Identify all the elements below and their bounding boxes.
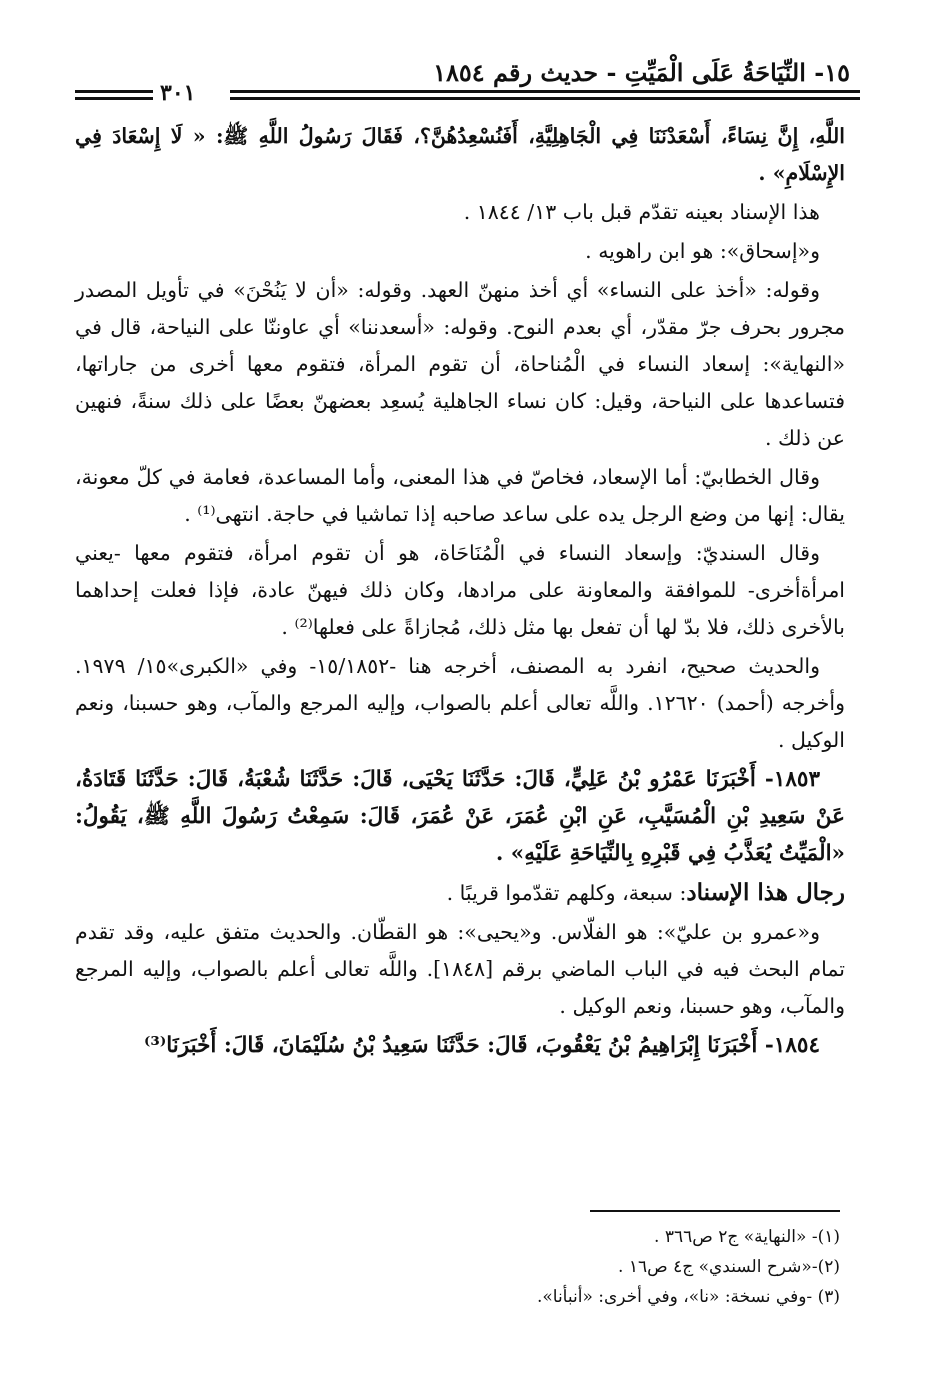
main-text <box>75 118 845 1066</box>
header-rule <box>75 97 153 100</box>
footnote-1: (١)- «النهاية» ج٢ ص٣٦٦ . <box>654 1227 840 1247</box>
rijal-heading: رجال هذا الإسناد <box>686 879 845 906</box>
hadith-1853: ١٨٥٣- أَخْبَرَنَا عَمْرُو بْنُ عَلِيٍّ، قَالَ: حَدَّثَنَا يَحْيَى، قَالَ: حَدَّثَنَا شُعْبَةُ، قَالَ: حَدَّثَنَا قَتَادَةُ، عَنْ سَعِيدِ بْنِ الْمُسَيَّبِ، عَنِ ابْنِ عُمَرَ، عَنْ عُمَرَ، قَالَ: سَمِعْتُ رَسُولَ اللَّهِ ﷺ، يَقُولُ: «الْمَيِّتُ يُعَذَّبُ فِي قَبْرِهِ بِالنِّيَاحَةِ عَلَيْهِ» . <box>75 767 845 866</box>
footnote-separator <box>590 1210 840 1212</box>
hadith-1854: ١٨٥٤- أَخْبَرَنَا إِبْرَاهِيمُ بْنُ يَعْقُوبَ، قَالَ: حَدَّثَنَا سَعِيدُ بْنُ سُلَيْمَانَ، قَالَ: أَخْبَرَنَا⁽³⁾ <box>144 1033 820 1058</box>
header-rule <box>75 90 153 93</box>
paragraph: والحديث صحيح، انفرد به المصنف، أخرجه هنا -١٥/١٨٥٢- وفي «الكبرى»١٥/ ١٩٧٩. وأخرجه (أحمد) ١٢٦٢٠. واللَّه تعالى أعلم بالصواب، وإليه المرجع والمآب، وهو حسبنا، ونعم الوكيل . <box>75 654 846 752</box>
paragraph: هذا الإسناد بعينه تقدّم قبل باب ١٣/ ١٨٤٤ . <box>463 200 820 224</box>
footnotes <box>100 1222 840 1312</box>
header-title: ١٥- النِّيَاحَةُ عَلَى الْمَيِّتِ - حديث رقم ١٨٥٤ <box>433 58 850 87</box>
rijal-text: : سبعة، وكلهم تقدّموا قريبًا . <box>446 881 687 905</box>
running-header <box>70 50 860 110</box>
page-number: ٣٠١ <box>160 80 196 106</box>
paragraph: و«عمرو بن عليّ»: هو الفلّاس. و«يحيى»: هو القطّان. والحديث متفق عليه، وقد تقدم تمام البحث فيه في الباب الماضي برقم [١٨٤٨]. واللَّه تعالى أعلم بالصواب، وإليه المرجع والمآب، وهو حسبنا، ونعم الوكيل . <box>75 920 845 1018</box>
paragraph: وقال السنديّ: وإسعاد النساء في الْمُنَاحَاة، هو أن تقوم امرأة، فتقوم معها -يعني امرأةأخرى- للموافقة والمعاونة على مرادها، وكان ذلك فيهنّ عادة، فإذا فعلت إحداهما بالأخرى ذلك، فلا بدّ لها أن تفعل بها مثل ذلك، مُجازاةً على فعلها⁽²⁾ . <box>75 541 845 639</box>
footnote-3: (٣) -وفي نسخة: «نا»، وفي أخرى: «أنبأنا». <box>536 1287 840 1307</box>
paragraph: و«إسحاق»: هو ابن راهويه . <box>585 239 820 263</box>
header-rule <box>230 97 860 100</box>
hadith-continuation: اللَّهِ، إِنَّ نِسَاءً، أَسْعَدْنَنَا فِي الْجَاهِلِيَّةِ، أَفَنُسْعِدُهُنَّ؟، فَقَالَ رَسُولُ اللَّهِ ﷺ: « لَا إِسْعَادَ فِي الإِسْلَامِ» . <box>75 124 845 185</box>
paragraph: وقوله: «أخذ على النساء» أي أخذ منهنّ العهد. وقوله: «أن لا يَنُحْنَ» في تأويل المصدر مجرور بحرف جرّ مقدّر، أي بعدم النوح. وقوله: «أسعدننا» أي عاوننّا على النياحة، قال في «النهاية»: إسعاد النساء في الْمُناحاة، أن تقوم المرأة، فتقوم معها أخرى من جاراتها، فتساعدها على النياحة، وقيل: كان نساء الجاهلية يُسعِد بعضهنّ بعضًا على ذلك سنةً، فنهين عن ذلك . <box>75 278 845 450</box>
rijal-paragraph <box>75 874 845 912</box>
footnote-2: (٢)-«شرح السندي» ج٤ ص١٦ . <box>618 1257 840 1277</box>
paragraph: وقال الخطابيّ: أما الإسعاد، فخاصّ في هذا المعنى، وأما المساعدة، فعامة في كلّ معونة، يقال: إنها من وضع الرجل يده على ساعد صاحبه إذا تماشيا في حاجة. انتهى⁽¹⁾ . <box>75 465 845 526</box>
header-rule <box>230 90 860 93</box>
